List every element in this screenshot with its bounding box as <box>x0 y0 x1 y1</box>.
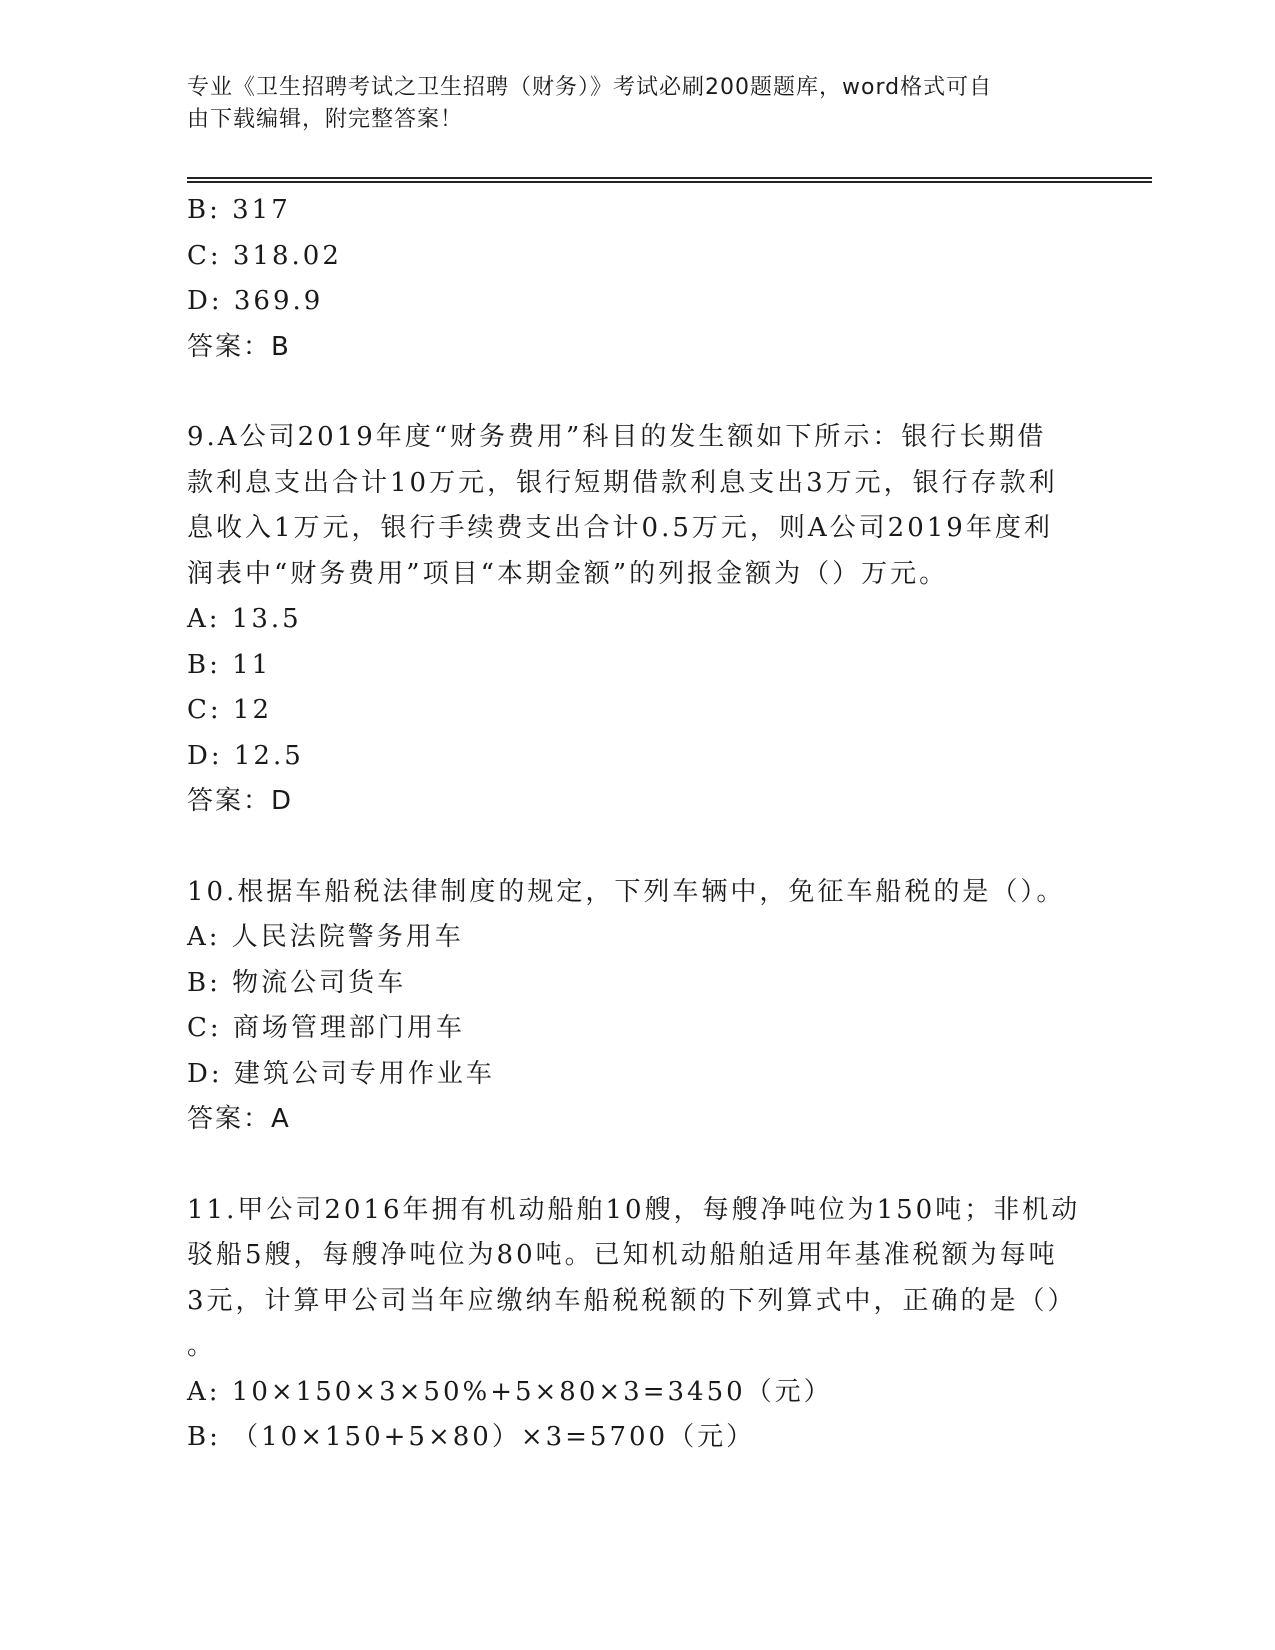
question-stem-line: 息收入1万元，银行手续费支出合计0.5万元，则A公司2019年度利 <box>187 513 1053 543</box>
question-stem-line: 润表中“财务费用”项目“本期金额”的列报金额为（）万元。 <box>187 558 949 589</box>
question-stem-line: 。 <box>187 1331 217 1361</box>
question-8-tail <box>187 188 1087 370</box>
option-c: C: 商场管理部门用车 <box>187 1013 465 1043</box>
answer-line: 答案：A <box>187 1104 291 1134</box>
option-a: A: 13.5 <box>187 604 302 634</box>
answer-line: 答案：D <box>187 786 294 816</box>
question-stem-line: 10.根据车船税法律制度的规定，下列车辆中，免征车船税的是（）。 <box>187 876 1066 907</box>
question-11 <box>187 1188 1087 1461</box>
spacer <box>187 370 1087 415</box>
option-d: D: 369.9 <box>187 286 324 316</box>
spacer <box>187 825 1087 870</box>
header-divider-top <box>187 177 1152 179</box>
option-d: D: 12.5 <box>187 740 304 771</box>
document-header <box>187 72 1067 136</box>
option-a: A: 10×150×3×50%+5×80×3=3450（元） <box>187 1376 833 1407</box>
option-b: B: 物流公司货车 <box>187 967 407 998</box>
question-10 <box>187 870 1087 1143</box>
option-b: B: 317 <box>187 195 291 225</box>
spacer <box>187 1143 1087 1188</box>
question-content <box>187 188 1087 1461</box>
question-stem-line: 3元，计算甲公司当年应缴纳车船税税额的下列算式中，正确的是（） <box>187 1285 1077 1316</box>
header-line-1: 专业《卫生招聘考试之卫生招聘（财务）》考试必刷200题题库，word格式可自 <box>187 75 993 100</box>
answer-line: 答案：B <box>187 331 291 362</box>
option-b: B: （10×150+5×80）×3=5700（元） <box>187 1422 756 1452</box>
option-c: C: 12 <box>187 695 273 725</box>
question-stem-line: 驳船5艘，每艘净吨位为80吨。已知机动船舶适用年基准税额为每吨 <box>187 1240 1058 1270</box>
question-stem-line: 9.A公司2019年度“财务费用”科目的发生额如下所示：银行长期借 <box>187 422 1047 452</box>
option-a: A: 人民法院警务用车 <box>187 922 464 952</box>
question-stem-line: 11.甲公司2016年拥有机动船舶10艘，每艘净吨位为150吨；非机动 <box>187 1194 1081 1225</box>
question-stem-line: 款利息支出合计10万元，银行短期借款利息支出3万元，银行存款利 <box>187 467 1058 498</box>
header-line-2: 由下载编辑，附完整答案！ <box>187 107 464 132</box>
header-divider-bottom <box>187 181 1152 183</box>
question-9 <box>187 415 1087 825</box>
option-b: B: 11 <box>187 649 272 680</box>
option-d: D: 建筑公司专用作业车 <box>187 1058 495 1089</box>
option-c: C: 318.02 <box>187 240 342 271</box>
